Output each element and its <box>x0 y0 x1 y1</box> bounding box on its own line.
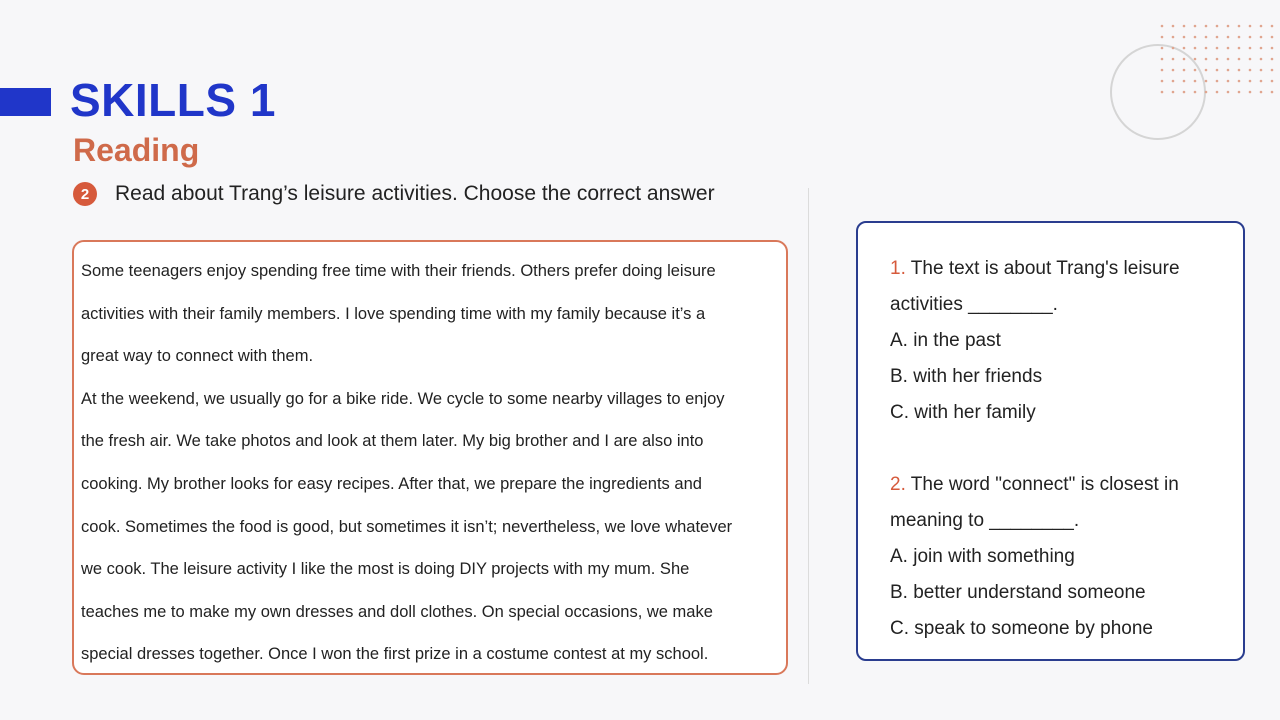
decorative-dot <box>1249 58 1252 61</box>
answer-option-b[interactable]: B. with her friends <box>890 366 1043 387</box>
decorative-dot <box>1194 58 1197 61</box>
question-number: 1. <box>890 258 906 279</box>
answer-option-a[interactable]: A. join with something <box>890 546 1075 567</box>
decorative-dot <box>1238 80 1241 83</box>
decorative-dot <box>1183 91 1186 94</box>
decorative-dot <box>1227 58 1230 61</box>
decorative-dot <box>1172 80 1175 83</box>
decorative-dot <box>1172 58 1175 61</box>
passage-line: teaches me to make my own dresses and doll clothes. On special occasions, we make <box>81 602 713 621</box>
passage-line: At the weekend, we usually go for a bike ride. We cycle to some nearby villages to enjoy <box>81 389 725 408</box>
decorative-dot <box>1260 47 1263 50</box>
decorative-dot <box>1205 47 1208 50</box>
exercise-instruction <box>73 182 715 206</box>
title-accent-bar <box>0 88 51 116</box>
decorative-dot <box>1260 58 1263 61</box>
decorative-dot <box>1161 80 1164 83</box>
decorative-dot <box>1194 80 1197 83</box>
decorative-dot <box>1271 25 1274 28</box>
answer-option-a[interactable]: A. in the past <box>890 330 1001 351</box>
decorative-dot <box>1249 91 1252 94</box>
decorative-dot <box>1205 36 1208 39</box>
column-divider <box>808 188 809 684</box>
question-stem-continued: activities ________. <box>890 294 1058 315</box>
decorative-dot <box>1216 36 1219 39</box>
decorative-dot <box>1271 91 1274 94</box>
decorative-dot <box>1183 25 1186 28</box>
decorative-dot <box>1205 80 1208 83</box>
passage-line: Some teenagers enjoy spending free time with their friends. Others prefer doing leisure <box>81 262 716 280</box>
question-stem <box>890 467 1233 503</box>
decorative-dot <box>1271 47 1274 50</box>
answer-option-b[interactable]: B. better understand someone <box>890 582 1146 603</box>
decorative-dot <box>1227 36 1230 39</box>
decorative-dot <box>1194 36 1197 39</box>
decorative-dot <box>1271 69 1274 72</box>
decorative-dot <box>1238 69 1241 72</box>
decorative-dot <box>1205 25 1208 28</box>
passage-line: special dresses together. Once I won the first prize in a costume contest at my school. <box>81 645 709 664</box>
decorative-dot <box>1161 91 1164 94</box>
decorative-dot <box>1172 36 1175 39</box>
decorative-dot <box>1194 91 1197 94</box>
passage-line: the fresh air. We take photos and look at them later. My big brother and I are also into <box>81 432 704 451</box>
question-number: 2. <box>890 474 906 495</box>
passage-line: we cook. The leisure activity I like the most is doing DIY projects with my mum. She <box>81 560 690 579</box>
question-2 <box>890 467 1233 647</box>
decorative-dot <box>1227 47 1230 50</box>
section-subtitle: Reading <box>73 132 200 168</box>
answer-option-c[interactable]: C. speak to someone by phone <box>890 618 1154 639</box>
decorative-dot <box>1249 36 1252 39</box>
decorative-dot <box>1205 91 1208 94</box>
decorative-dot <box>1271 36 1274 39</box>
decorative-dot <box>1238 58 1241 61</box>
reading-passage <box>72 240 788 675</box>
question-stem-text: The word "connect" is closest in <box>910 474 1179 495</box>
decorative-dot <box>1161 58 1164 61</box>
decorative-dot <box>1194 47 1197 50</box>
decorative-dot <box>1205 58 1208 61</box>
question-stem-continued: meaning to ________. <box>890 510 1080 531</box>
decorative-dot <box>1260 80 1263 83</box>
passage-line: cook. Sometimes the food is good, but sometimes it isn’t; nevertheless, we love whatever <box>81 517 733 536</box>
decorative-dot <box>1238 36 1241 39</box>
passage-line: activities with their family members. I love spending time with my family because it’s a <box>81 304 706 323</box>
decorative-dot <box>1216 69 1219 72</box>
decorative-dot <box>1161 25 1164 28</box>
decorative-dot <box>1260 36 1263 39</box>
page-title: SKILLS 1 <box>70 74 276 126</box>
decorative-dot <box>1194 69 1197 72</box>
decorative-dot <box>1172 25 1175 28</box>
decorative-dot <box>1216 80 1219 83</box>
decorative-dot <box>1194 25 1197 28</box>
decorative-dot <box>1227 80 1230 83</box>
decorative-dot <box>1271 80 1274 83</box>
decorative-dot <box>1183 36 1186 39</box>
decorative-dot <box>1216 25 1219 28</box>
exercise-number-badge: 2 <box>73 182 97 206</box>
decorative-dot <box>1227 25 1230 28</box>
decorative-dot <box>1260 25 1263 28</box>
decorative-dot-grid <box>1158 22 1276 96</box>
decorative-dot <box>1249 69 1252 72</box>
decorative-dot <box>1260 69 1263 72</box>
decorative-dot <box>1249 80 1252 83</box>
decorative-dot <box>1172 47 1175 50</box>
decorative-dot <box>1249 25 1252 28</box>
decorative-dot <box>1271 58 1274 61</box>
decorative-dot <box>1238 91 1241 94</box>
decorative-dot <box>1161 36 1164 39</box>
decorative-dot <box>1227 69 1230 72</box>
decorative-dot <box>1238 25 1241 28</box>
question-stem <box>890 251 1233 287</box>
question-spacer <box>890 431 1233 467</box>
decorative-dot <box>1216 91 1219 94</box>
decorative-dot <box>1161 47 1164 50</box>
decorative-dot <box>1249 47 1252 50</box>
decorative-dot <box>1172 91 1175 94</box>
passage-line: cooking. My brother looks for easy recipes. After that, we prepare the ingredients and <box>81 474 702 493</box>
decorative-dot <box>1216 47 1219 50</box>
question-1 <box>890 251 1233 431</box>
decorative-dot <box>1260 91 1263 94</box>
decorative-dot <box>1183 69 1186 72</box>
decorative-dot <box>1238 47 1241 50</box>
passage-line: great way to connect with them. <box>81 347 314 366</box>
decorative-dot <box>1161 69 1164 72</box>
decorative-dot <box>1183 58 1186 61</box>
decorative-dot <box>1183 80 1186 83</box>
decorative-dot <box>1227 91 1230 94</box>
questions-panel <box>856 221 1245 661</box>
question-stem-text: The text is about Trang's leisure <box>910 258 1180 279</box>
decorative-dot <box>1172 69 1175 72</box>
decorative-dot <box>1183 47 1186 50</box>
decorative-dot <box>1205 69 1208 72</box>
answer-option-c[interactable]: C. with her family <box>890 402 1036 423</box>
instruction-text: Read about Trang’s leisure activities. Choose the correct answer <box>115 182 715 205</box>
decorative-dot <box>1216 58 1219 61</box>
